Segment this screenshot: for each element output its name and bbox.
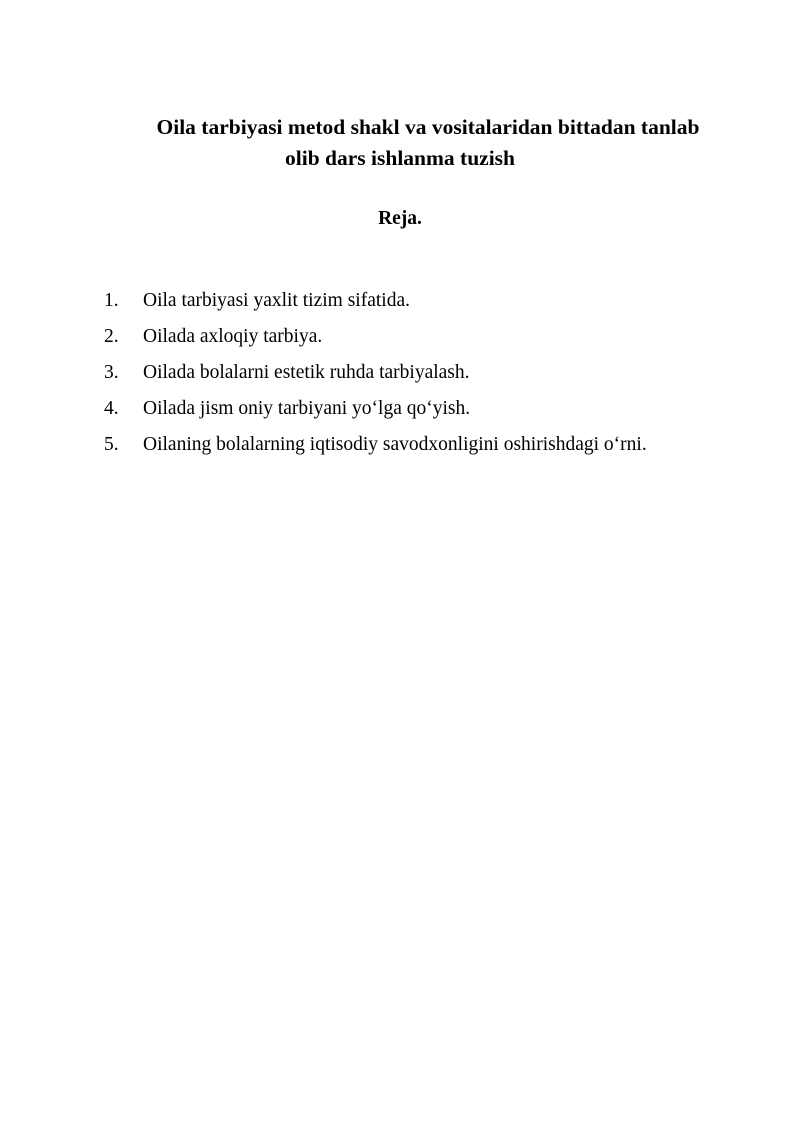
plan-item-2 bbox=[104, 324, 647, 350]
plan-item-number: 5. bbox=[104, 434, 119, 455]
plan-item-number: 2. bbox=[104, 326, 119, 347]
title-line-2: olib dars ishlanma tuzish bbox=[285, 146, 515, 170]
plan-list bbox=[104, 288, 647, 468]
plan-item-text: Oilada jism oniy tarbiyani yo‘lga qo‘yish. bbox=[143, 398, 471, 419]
plan-item-number: 4. bbox=[104, 398, 119, 419]
document-title bbox=[0, 112, 800, 174]
plan-item-1 bbox=[104, 288, 647, 314]
plan-item-text: Oilada axloqiy tarbiya. bbox=[143, 326, 323, 347]
plan-item-text: Oilaning bolalarning iqtisodiy savodxonligini oshirishdagi o‘rni. bbox=[143, 434, 647, 455]
title-line-1: Oila tarbiyasi metod shakl va vositalaridan bittadan tanlab bbox=[156, 115, 700, 139]
plan-item-number: 3. bbox=[104, 362, 119, 383]
plan-item-text: Oila tarbiyasi yaxlit tizim sifatida. bbox=[143, 290, 410, 311]
plan-item-text: Oilada bolalarni estetik ruhda tarbiyalash. bbox=[143, 362, 470, 383]
plan-item-3 bbox=[104, 360, 647, 386]
plan-heading: Reja. bbox=[378, 208, 422, 229]
plan-item-5 bbox=[104, 432, 647, 458]
plan-item-4 bbox=[104, 396, 647, 422]
plan-item-number: 1. bbox=[104, 290, 119, 311]
